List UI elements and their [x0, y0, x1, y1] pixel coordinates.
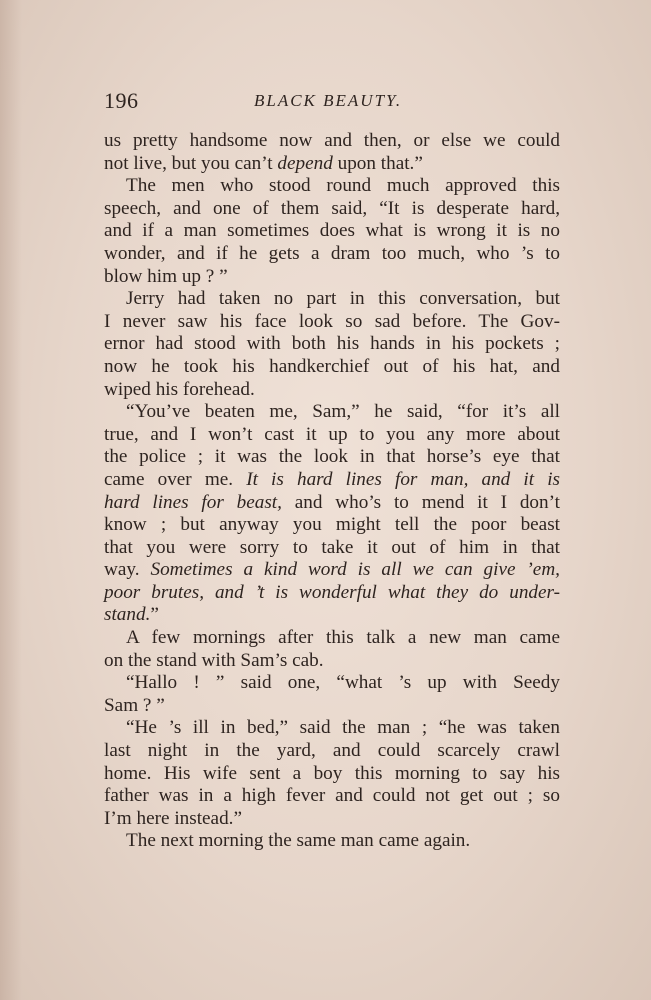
text-run: upon that.”: [332, 152, 423, 174]
text-line: the police ; it was the look in that horse’s eye that: [104, 446, 560, 468]
text-line: true, and I won’t cast it up to you any more about: [104, 423, 560, 445]
body-text: [104, 130, 560, 853]
text-line: [104, 604, 560, 627]
text-run: way.: [104, 559, 151, 581]
paragraph-8: [104, 830, 560, 853]
text-line: “You’ve beaten me, Sam,” he said, “for it’s all: [126, 401, 560, 423]
text-line: “He ’s ill in bed,” said the man ; “he was taken: [126, 717, 560, 739]
text-run: not live, but you can’t: [104, 152, 278, 174]
text-line: that you were sorry to take it out of him in that: [104, 536, 560, 558]
text-line: blow him up ? ”: [104, 265, 228, 287]
text-line: ernor had stood with both his hands in his pockets ;: [104, 333, 560, 355]
paragraph-3: [104, 288, 560, 401]
text-line: Jerry had taken no part in this conversation, but: [126, 288, 560, 310]
text-run: and who’s to mend it I don’t: [281, 491, 560, 513]
paragraph-6: [104, 672, 560, 717]
text-line: home. His wife sent a boy this morning to say his: [104, 762, 560, 784]
paragraph-7: [104, 717, 560, 830]
text-line: [104, 559, 560, 582]
text-run-italic: It is hard lines for man, and it is: [246, 468, 560, 490]
text-line: father was in a high fever and could not get out ; so: [104, 785, 560, 807]
text-line: wonder, and if he gets a dram too much, who ’s to: [104, 242, 560, 264]
paragraph-4: [104, 401, 560, 627]
text-line: The men who stood round much approved this: [126, 175, 560, 197]
text-line: [104, 492, 560, 515]
text-line: I never saw his face look so sad before. The Gov-: [104, 310, 560, 332]
text-line: us pretty handsome now and then, or else we could: [104, 130, 560, 151]
text-line: now he took his handkerchief out of his hat, and: [104, 355, 560, 377]
text-line: Sam ? ”: [104, 694, 165, 716]
text-line: I’m here instead.”: [104, 807, 242, 829]
text-run: ”: [150, 604, 159, 626]
text-run-italic: stand.: [104, 604, 151, 626]
paragraph-2: [104, 175, 560, 288]
text-line: “Hallo ! ” said one, “what ’s up with Seedy: [126, 672, 560, 694]
text-run: came over me.: [104, 468, 247, 490]
page-number: 196: [104, 88, 139, 113]
text-line: The next morning the same man came again.: [126, 830, 471, 852]
text-line: know ; but anyway you might tell the poor beast: [104, 514, 560, 536]
text-line: wiped his forehead.: [104, 378, 255, 400]
text-run-italic: depend: [277, 152, 333, 174]
text-line: [104, 469, 560, 492]
running-title: BLACK BEAUTY.: [254, 91, 403, 110]
text-line: on the stand with Sam’s cab.: [104, 649, 324, 671]
text-run-italic: Sometimes a kind word is all we can give ’em,: [150, 559, 560, 581]
page-header: [104, 88, 558, 118]
page-gutter-shadow: [0, 0, 22, 1000]
text-line: last night in the yard, and could scarcely crawl: [104, 740, 560, 762]
text-run-italic: hard lines for beast,: [104, 491, 282, 513]
paragraph-1: [104, 130, 560, 175]
text-line: [104, 153, 560, 176]
text-line: A few mornings after this talk a new man came: [126, 627, 560, 649]
text-line-italic: poor brutes, and ’t is wonderful what they do under-: [104, 581, 560, 603]
text-line: speech, and one of them said, “It is desperate hard,: [104, 197, 560, 219]
paragraph-5: [104, 627, 560, 672]
text-line: and if a man sometimes does what is wrong it is no: [104, 220, 560, 242]
